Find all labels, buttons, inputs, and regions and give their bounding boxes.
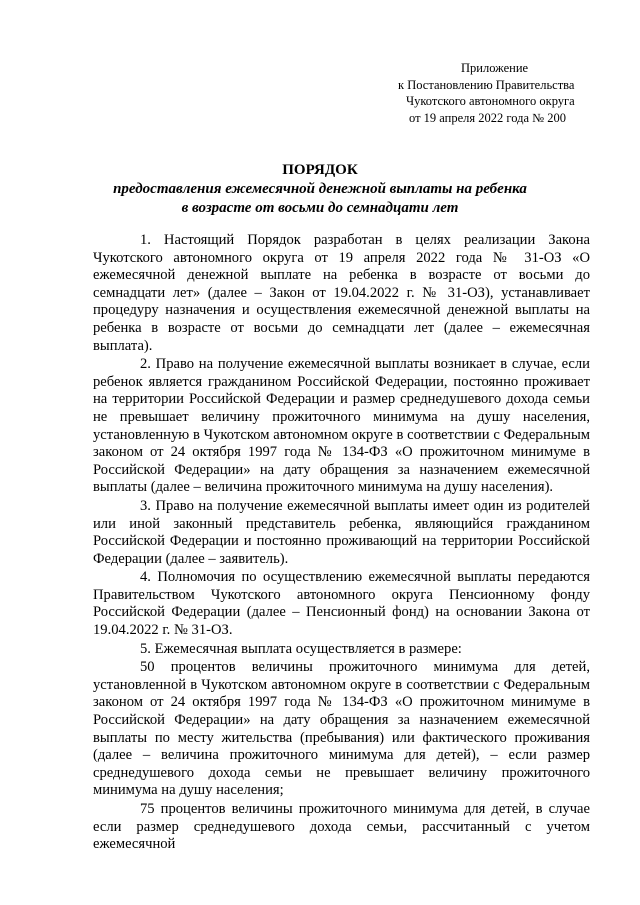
document-subtitle-line-2: в возрасте от восьми до семнадцати лет — [181, 200, 459, 216]
document-title: ПОРЯДОК — [282, 162, 358, 178]
paragraph-7: 75 процентов величины прожиточного минимума для детей, в случае если размер среднедушевого дохода семьи, рассчитанный с учетом ежемесячной — [93, 801, 590, 853]
paragraph-3: 3. Право на получение ежемесячной выплаты имеет один из родителей или иной законный представитель ребенка, являющийся гражданином Российской Федерации и постоянно проживающий на территории Российской Федерации (далее – заявитель). — [93, 497, 590, 567]
paragraph-4: 4. Полномочия по осуществлению ежемесячной выплаты передаются Правительством Чукотского автономного округа Пенсионному фонду Российской Федерации (далее – Пенсионный фонд) на основании Закона от 19.04.2022 г. № 31-ОЗ. — [93, 569, 590, 639]
paragraph-6: 50 процентов величины прожиточного минимума для детей, установленной в Чукотском автономном округе в соответствии с Федеральным законом от 24 октября 1997 года № 134-ФЗ «О прожиточном минимуме в Российской Федерации» на дату обращения за назначением ежемесячной выплаты по месту жительства (пребывания) или фактического проживания (далее – величина прожиточного минимума для детей), – если размер среднедушевого дохода семьи не превышает величину прожиточного минимума на душу населения; — [93, 659, 590, 799]
document-body — [93, 232, 590, 854]
appendix-line-3: Чукотского автономного округа — [406, 94, 575, 108]
appendix-line-4: от 19 апреля 2022 года № 200 — [409, 110, 566, 125]
paragraph-5: 5. Ежемесячная выплата осуществляется в размере: — [140, 640, 462, 657]
appendix-line-2: к Постановлению Правительства — [398, 77, 575, 92]
paragraph-2: 2. Право на получение ежемесячной выплаты возникает в случае, если ребенок является гражданином Российской Федерации, постоянно проживает на территории Российской Федерации и размер среднедушевого дохода семьи не превышает величину прожиточного минимума на душу населения, установленную в Чукотском автономном округе в соответствии с Федеральным законом от 24 октября 1997 года № 134-ФЗ «О прожиточном минимуме в Российской Федерации» на дату обращения за назначением ежемесячной выплаты (далее – величина прожиточного минимума на душу населения). — [93, 356, 590, 496]
appendix-line-1: Приложение — [461, 61, 529, 75]
paragraph-1: 1. Настоящий Порядок разработан в целях реализации Закона Чукотского автономного округа от 19 апреля 2022 года № 31-ОЗ «О ежемесячной денежной выплате на ребенка в возрасте от восьми до семнадцати лет» (далее – Закон от 19.04.2022 г. № 31-ОЗ), устанавливает процедуру назначения и осуществления ежемесячной денежной выплаты на ребенка в возрасте от восьми до семнадцати лет (далее – ежемесячная выплата). — [93, 232, 590, 354]
appendix-header — [395, 60, 605, 126]
document-subtitle-line-1: предоставления ежемесячной денежной выплаты на ребенка — [113, 181, 527, 197]
